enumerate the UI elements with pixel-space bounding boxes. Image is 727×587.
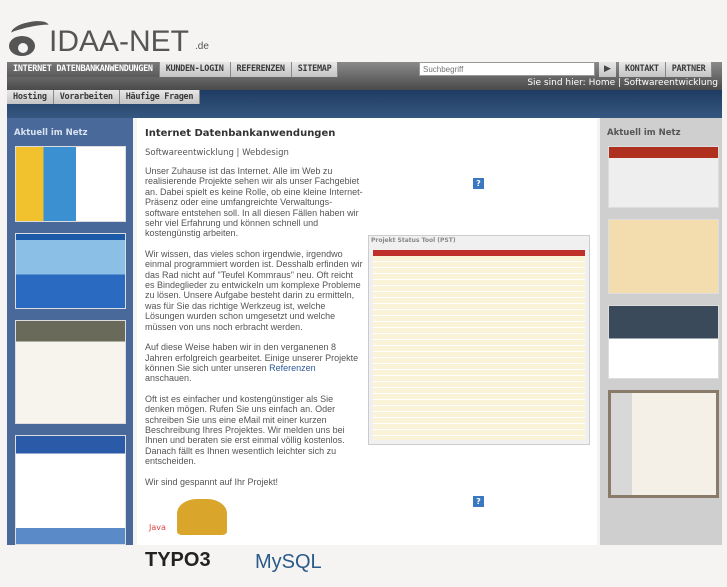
main-navigation bbox=[7, 62, 722, 90]
help-icon[interactable]: ? bbox=[473, 178, 484, 189]
paragraph: Wir wissen, das vieles schon irgendwie, irgendwo einmal programmiert worden ist. Desshalb erfinden wir das Rad nicht auf "Teufel Kommraus" neu. Oft reicht es Bindeglieder zu entwickeln um komplexe Probleme zu lösen. Unsere Aufgabe besteht darin zu ermitteln, was für Sie das richtige Werkzeug ist, welche Lösungen wurden schon umgesetzt und welche müssen von uns noch erbracht werden. bbox=[145, 248, 363, 332]
pst-screenshot[interactable] bbox=[368, 235, 590, 445]
typo3-logo: TYPO3 bbox=[145, 548, 211, 571]
site-logo[interactable] bbox=[7, 18, 209, 58]
subnav-vorarbeiten[interactable]: Vorarbeiten bbox=[54, 90, 120, 104]
help-icon[interactable]: ? bbox=[473, 496, 484, 507]
arrow-right-icon: ▶ bbox=[604, 64, 611, 74]
search-input[interactable] bbox=[419, 62, 595, 76]
search-submit-button[interactable] bbox=[599, 62, 616, 77]
paragraph: Wir sind gespannt auf Ihr Projekt! bbox=[145, 476, 279, 487]
technology-logos bbox=[145, 497, 363, 587]
eye-logo-icon bbox=[7, 22, 47, 58]
subnav-haeufige-fragen[interactable]: Häufige Fragen bbox=[120, 90, 200, 104]
reference-thumbnail[interactable] bbox=[608, 219, 719, 294]
reference-thumbnail[interactable] bbox=[608, 305, 719, 379]
reference-thumbnail[interactable] bbox=[15, 233, 126, 309]
paragraph: Unser Zuhause ist das Internet. Alle im Web zu realisierende Projekte sehen wir als unser Fachgebiet an. Dabei spielt es keine Rolle, ob eine kleine Internet-Präsenz oder eine umfangreichte Verwaltungs- software entstehen soll. In all diesen Fällen haben wir sehr viel Erfahrung und können schnell und kostengünstig arbeiten. bbox=[145, 166, 363, 239]
mysql-logo: MySQL bbox=[255, 550, 322, 573]
content-column bbox=[145, 166, 363, 587]
logo-tld: .de bbox=[195, 41, 209, 52]
intro-text bbox=[145, 166, 363, 487]
left-sidebar-title: Aktuell im Netz bbox=[14, 128, 88, 138]
right-sidebar bbox=[600, 118, 722, 545]
left-sidebar bbox=[7, 118, 133, 545]
right-sidebar-title: Aktuell im Netz bbox=[607, 128, 681, 138]
text: Auf diese Weise haben wir in den verganenen 8 Jahren erfolgreich gearbeitet. Einige unserer Projekte können Sie sich unter unseren bbox=[145, 342, 359, 373]
text: anschauen. bbox=[145, 373, 192, 384]
tomcat-logo-icon bbox=[177, 499, 227, 535]
referenzen-link[interactable]: Referenzen bbox=[269, 362, 316, 373]
paragraph: Oft ist es einfacher und kostengünstiger als Sie denken mögen. Rufen Sie uns einfach an. Oder schreiben Sie uns eine eMail mit einer kurzen Beschreibung Ihres Projektes. Wir melden uns bei Ihnen und beraten sie erst einmal völlig kostenlos. Danach fällt es Ihnen wesentlich leichter sich zu entscheiden. bbox=[145, 393, 345, 467]
page-subtitle: Softwareentwicklung | Webdesign bbox=[145, 148, 289, 158]
reference-thumbnail[interactable] bbox=[15, 435, 126, 545]
nav-internet-datenbankanwendungen[interactable]: INTERNET DATENBANKANWENDUNGEN bbox=[7, 62, 160, 77]
sub-navigation bbox=[7, 90, 200, 104]
logo-name: IDAA-NET bbox=[49, 25, 190, 58]
nav-kontakt[interactable]: KONTAKT bbox=[619, 62, 666, 77]
nav-partner[interactable]: PARTNER bbox=[666, 62, 713, 77]
nav-sitemap[interactable]: SITEMAP bbox=[292, 62, 339, 77]
reference-thumbnail[interactable] bbox=[608, 146, 719, 208]
paragraph bbox=[145, 342, 363, 384]
subnav-hosting[interactable]: Hosting bbox=[7, 90, 54, 104]
reference-thumbnail[interactable] bbox=[15, 146, 126, 222]
reference-thumbnail[interactable] bbox=[608, 390, 719, 498]
nav-referenzen[interactable]: REFERENZEN bbox=[231, 62, 292, 77]
java-logo: Java bbox=[149, 522, 166, 532]
breadcrumb: Sie sind hier: Home | Softwareentwicklung bbox=[527, 78, 718, 88]
page-title: Internet Datenbankanwendungen bbox=[145, 128, 336, 139]
screenshot-title: Projekt Status Tool (PST) bbox=[371, 237, 456, 244]
main-content bbox=[137, 118, 597, 573]
nav-kunden-login[interactable]: KUNDEN-LOGIN bbox=[160, 62, 231, 77]
reference-thumbnail[interactable] bbox=[15, 320, 126, 424]
